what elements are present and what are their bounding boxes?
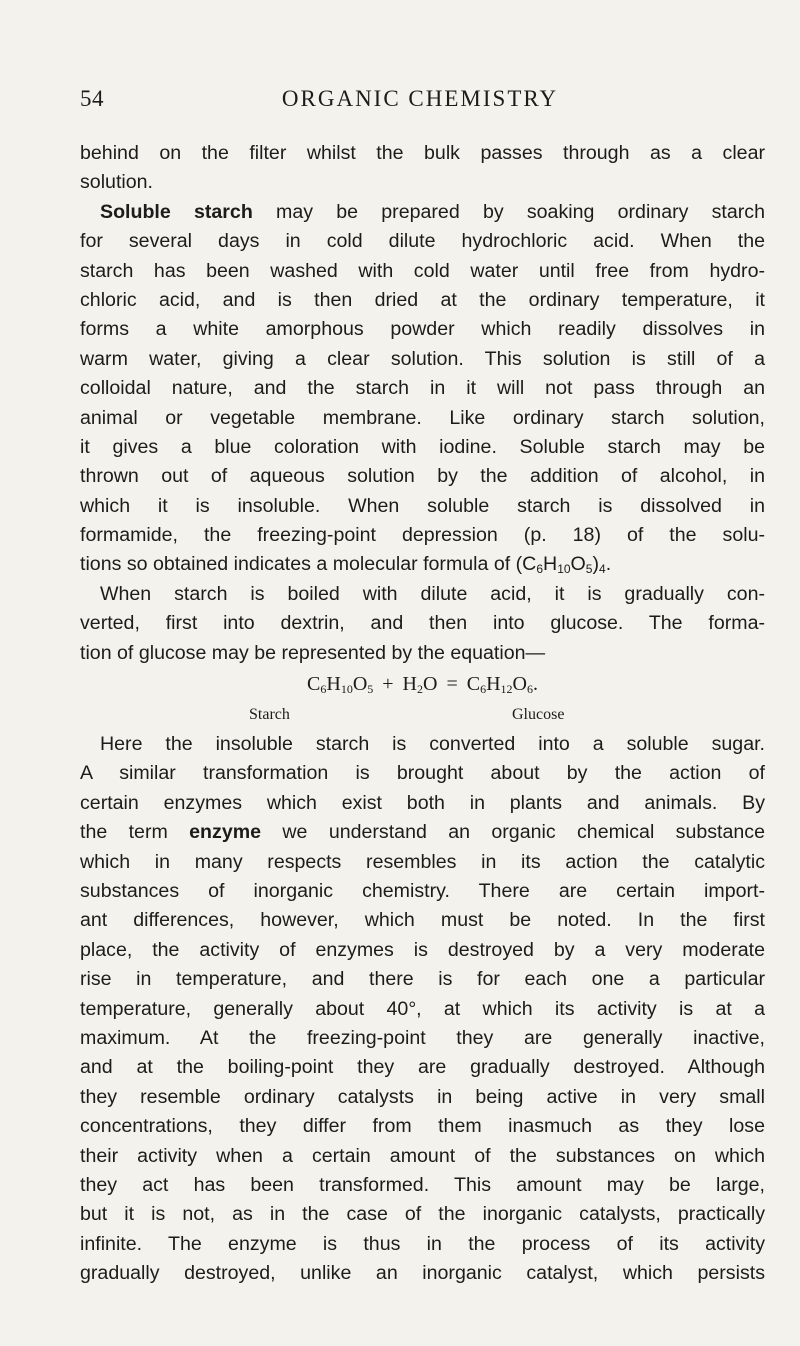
label-glucose: Glucose: [512, 706, 565, 724]
text-line: certain enzymes which exist both in plants and animals. By: [80, 791, 765, 814]
text-line: starch has been washed with cold water until free from hydro-: [80, 259, 765, 282]
subscript: 6: [320, 682, 327, 697]
text-line: concentrations, they differ from them inasmuch as they lose: [80, 1115, 765, 1138]
text-span: tions so obtained indicates a molecular formula of (C: [80, 553, 537, 576]
text-line: temperature, generally about 40°, at which its activity is at a: [80, 997, 765, 1020]
page-number: 54: [80, 86, 104, 111]
text-line: verted, first into dextrin, and then into glucose. The forma-: [80, 612, 765, 635]
subscript: 10: [340, 682, 353, 697]
body-text: [80, 139, 765, 1288]
subscript: 5: [585, 562, 593, 577]
text-line: maximum. At the freezing-point they are generally inactive,: [80, 1026, 765, 1049]
text-line: it gives a blue coloration with iodine. Soluble starch may be: [80, 435, 765, 458]
formula-part: O: [512, 673, 527, 696]
text-line: ant differences, however, which must be noted. In the first: [80, 909, 765, 932]
text-line: which in many respects resembles in its action the catalytic: [80, 850, 765, 873]
term-enzyme: enzyme: [189, 821, 262, 844]
formula-part: O: [423, 673, 438, 696]
text-line: which it is insoluble. When soluble starch is dissolved in: [80, 494, 765, 517]
formula-part: O: [352, 673, 368, 696]
subscript: 6: [480, 682, 487, 697]
text-line: chloric acid, and is then dried at the ordinary temperature, it: [80, 288, 765, 311]
text-line: [80, 550, 765, 579]
formula-part: .: [532, 673, 538, 696]
text-line: When starch is boiled with dilute acid, it is gradually con-: [100, 582, 765, 605]
term-soluble-starch: Soluble starch: [100, 200, 253, 223]
text-line: for several days in cold dilute hydrochloric acid. When the: [80, 230, 765, 253]
text-line: they resemble ordinary catalysts in being active in very small: [80, 1085, 765, 1108]
chemical-equation: [80, 668, 765, 730]
text-line: and at the boiling-point they are gradually destroyed. Although: [80, 1056, 765, 1079]
text-line: [80, 818, 765, 847]
formula-part: H: [543, 553, 558, 576]
text-line: forms a white amorphous powder which readily dissolves in: [80, 318, 765, 341]
formula-part: C: [466, 673, 481, 696]
equals-sign: =: [446, 673, 458, 696]
text-line: [80, 198, 765, 227]
subscript: 6: [526, 682, 533, 697]
text-line: warm water, giving a clear solution. This solution is still of a: [80, 347, 765, 370]
text-line: substances of inorganic chemistry. There are certain import-: [80, 879, 765, 902]
equation-line: [80, 670, 765, 699]
formula-part: ): [592, 553, 600, 576]
subscript: 5: [367, 682, 374, 697]
formula-part: H: [326, 673, 341, 696]
subscript: 10: [557, 562, 571, 577]
formula-part: O: [570, 553, 586, 576]
text-line: they act has been transformed. This amount may be large,: [80, 1173, 765, 1196]
text-line: but it is not, as in the case of the inorganic catalysts, practically: [80, 1203, 765, 1226]
text-line: formamide, the freezing-point depression (p. 18) of the solu-: [80, 524, 765, 547]
page-header: [80, 86, 760, 120]
running-head: ORGANIC CHEMISTRY: [281, 86, 559, 111]
text-line: behind on the filter whilst the bulk passes through as a clear: [80, 142, 765, 164]
text-line: A similar transformation is brought about by the action of: [80, 762, 765, 785]
subscript: 12: [500, 682, 513, 697]
text-span: may be prepared by soaking ordinary starch: [252, 200, 765, 223]
text-line: rise in temperature, and there is for each one a particular: [80, 968, 765, 991]
subscript: 2: [417, 682, 423, 697]
formula-part: H: [486, 673, 501, 696]
text-line: place, the activity of enzymes is destroyed by a very moderate: [80, 938, 765, 961]
plus-sign: +: [382, 673, 394, 696]
text-span: we understand an organic chemical substance: [261, 821, 765, 844]
label-starch: Starch: [249, 706, 290, 724]
text-line: Here the insoluble starch is converted into a soluble sugar.: [100, 733, 765, 756]
text-line: solution.: [80, 171, 153, 194]
text-line: colloidal nature, and the starch in it will not pass through an: [80, 377, 765, 400]
text-line: gradually destroyed, unlike an inorganic catalyst, which persists: [80, 1262, 765, 1285]
text-line: tion of glucose may be represented by the equation—: [80, 641, 546, 664]
formula-part: C: [307, 673, 321, 696]
text-line: thrown out of aqueous solution by the addition of alcohol, in: [80, 465, 765, 488]
subscript: 6: [536, 562, 544, 577]
formula-part: H: [402, 673, 417, 696]
text-line: infinite. The enzyme is thus in the process of its activity: [80, 1232, 765, 1255]
text-line: their activity when a certain amount of the substances on which: [80, 1144, 765, 1167]
subscript: 4: [599, 562, 606, 577]
text-span: the term: [80, 821, 190, 844]
text-line: animal or vegetable membrane. Like ordinary starch solution,: [80, 406, 765, 429]
formula-part: .: [605, 553, 612, 576]
